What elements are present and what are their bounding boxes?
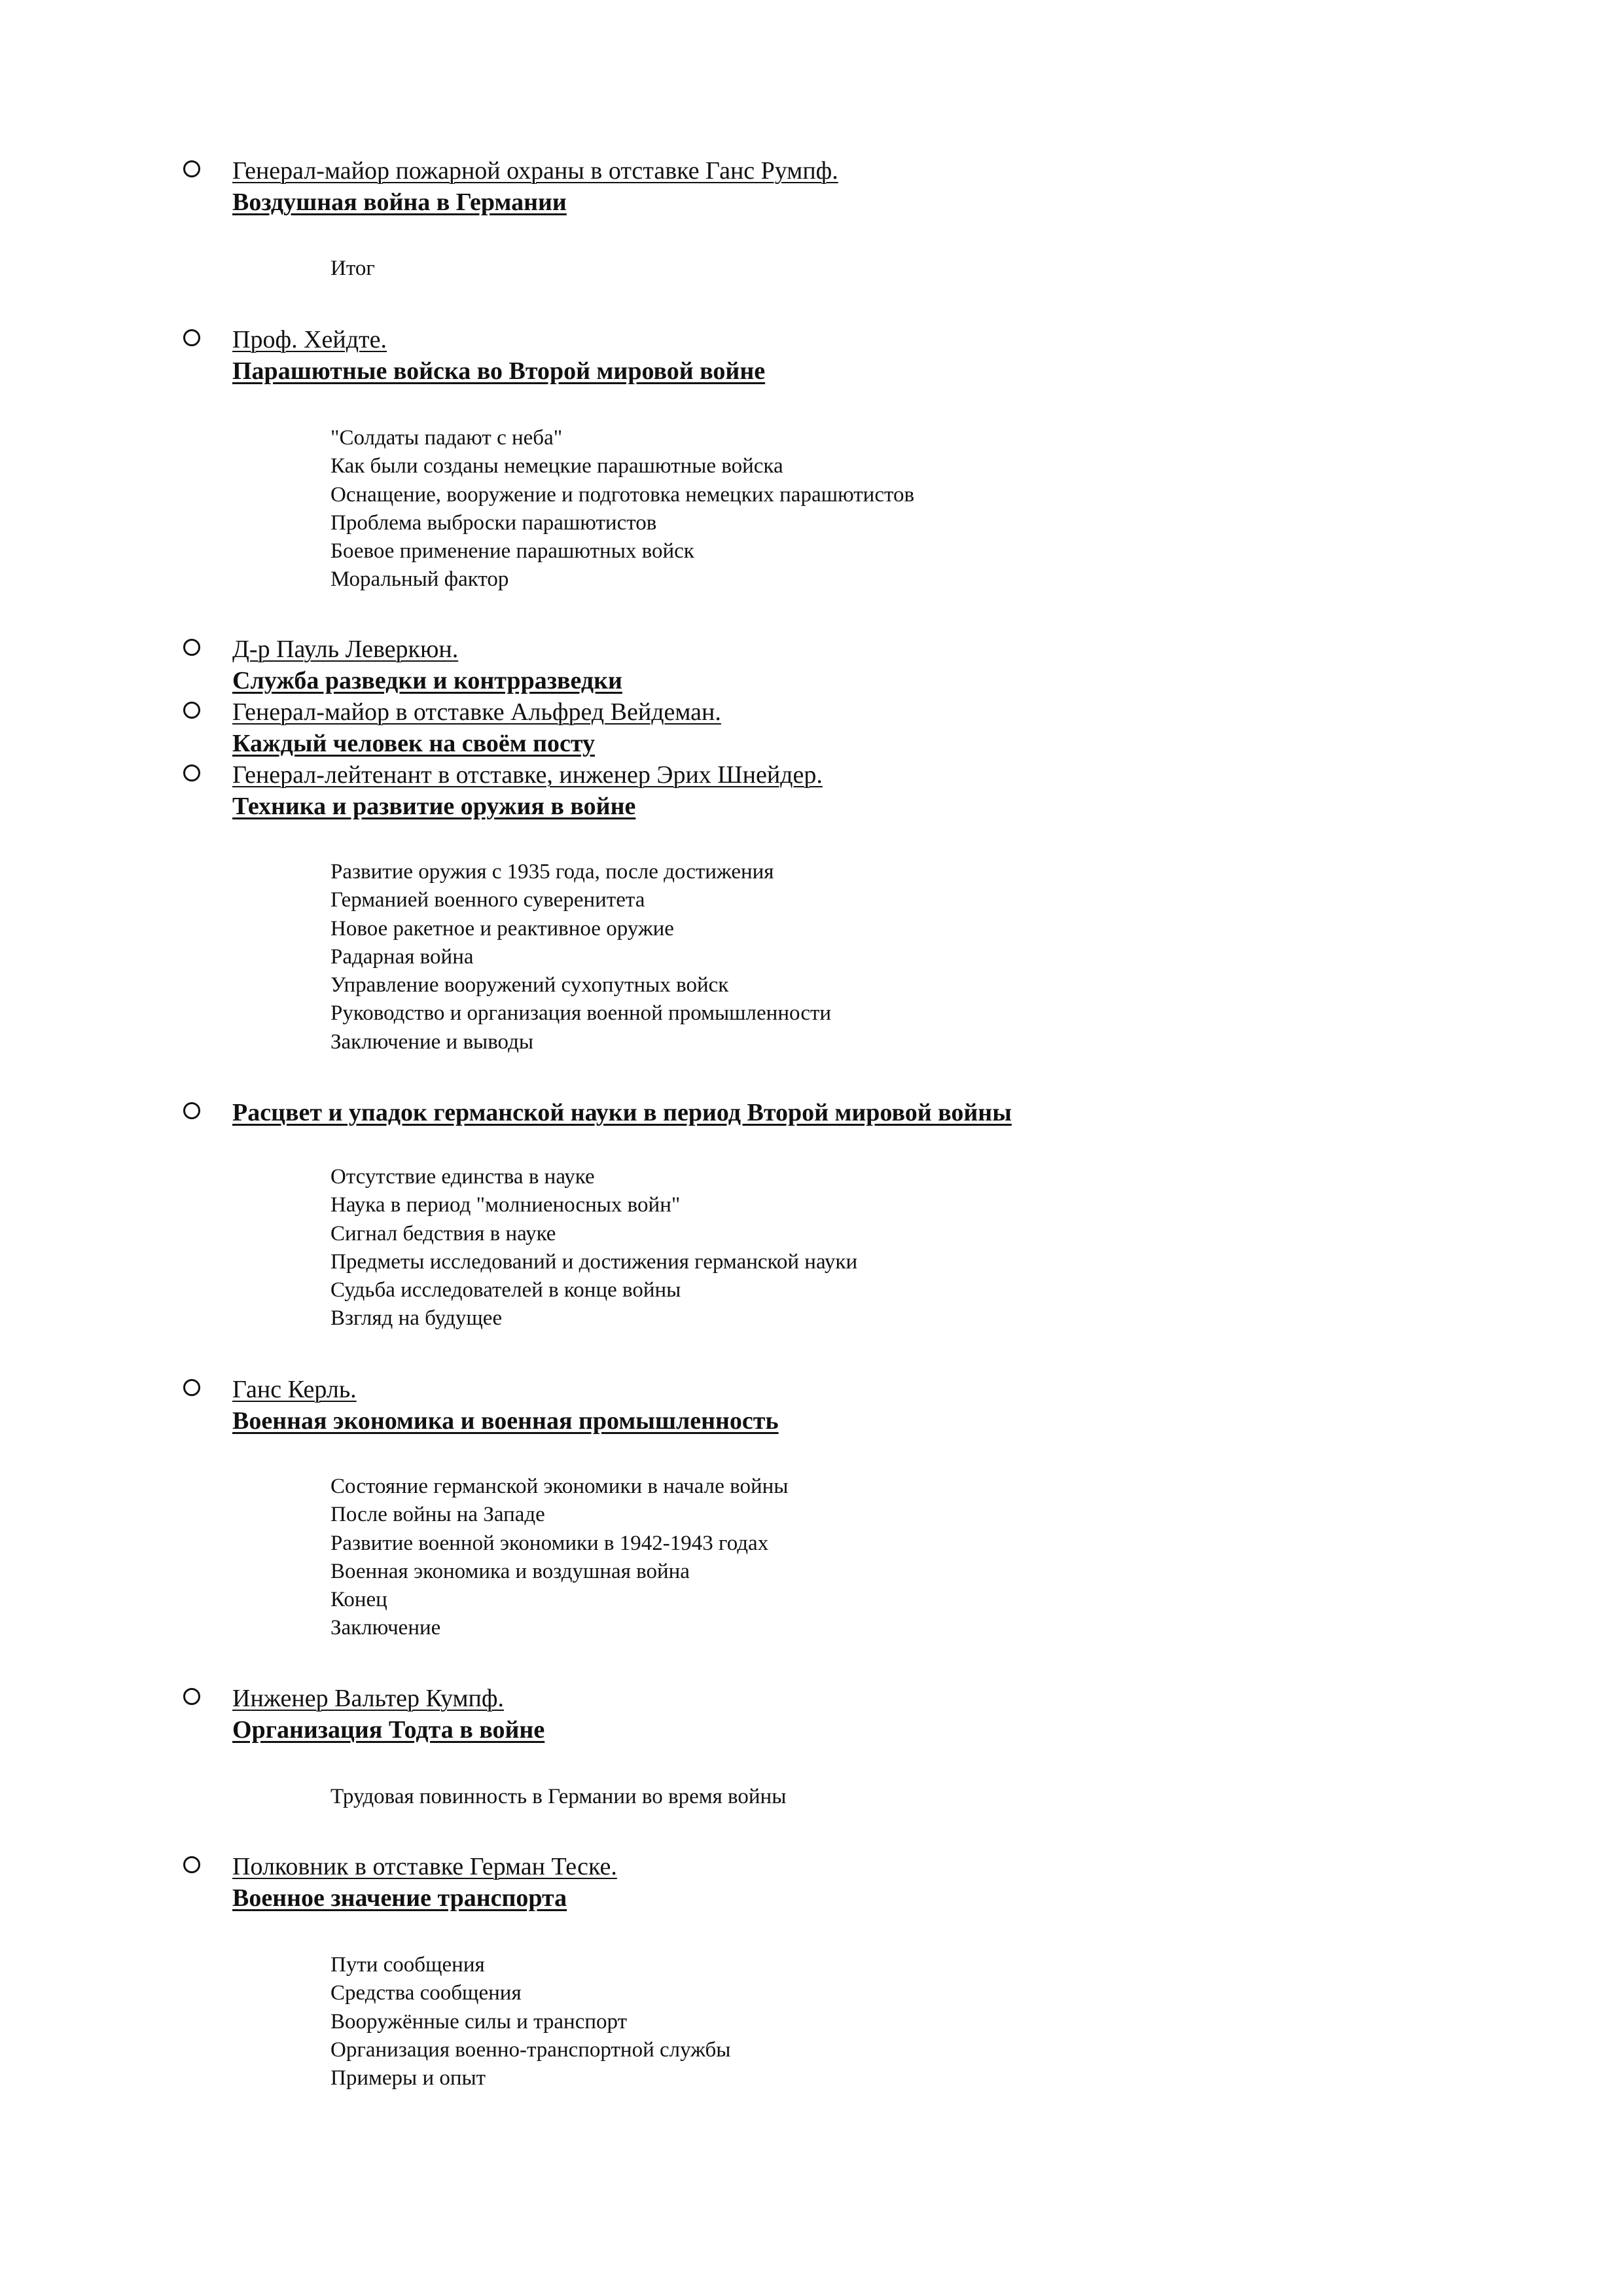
subtopic-item: Примеры и опыт xyxy=(330,2066,486,2090)
subtopic-item: После войны на Западе xyxy=(330,1503,545,1527)
subtopic-item: Оснащение, вооружение и подготовка немецких парашютистов xyxy=(330,482,915,507)
subtopic-item: Средства сообщения xyxy=(330,1981,522,2005)
subtopic-item: Германией военного суверенитета xyxy=(330,888,645,912)
subtopic-item: Радарная война xyxy=(330,944,474,969)
subtopic-item: Наука в период "молниеносных войн" xyxy=(330,1193,681,1217)
subtopic-item: Отсутствие единства в науке xyxy=(330,1165,595,1189)
circle-bullet-icon xyxy=(183,1856,200,1873)
entry-title: Организация Тодта в войне xyxy=(232,1716,545,1744)
entry-title: Парашютные войска во Второй мировой войне xyxy=(232,357,766,385)
entry-subtopics xyxy=(330,1783,786,1811)
subtopic-item: Заключение xyxy=(330,1616,441,1640)
circle-bullet-icon xyxy=(183,764,200,781)
subtopic-item: Сигнал бедствия в науке xyxy=(330,1221,556,1246)
circle-bullet-icon xyxy=(183,160,200,177)
entry-title: Военная экономика и военная промышленность xyxy=(232,1407,779,1435)
subtopic-item: Развитие военной экономики в 1942-1943 годах xyxy=(330,1531,769,1555)
circle-bullet-icon xyxy=(183,639,200,656)
subtopic-item: Моральный фактор xyxy=(330,567,509,592)
subtopic-item: Заключение и выводы xyxy=(330,1030,534,1054)
circle-bullet-icon xyxy=(183,702,200,719)
subtopic-item: Предметы исследований и достижения германской науки xyxy=(330,1249,858,1274)
entry-author: Полковник в отставке Герман Теске. xyxy=(232,1853,617,1880)
entry-author: Д-р Пауль Леверкюн. xyxy=(232,636,459,663)
entry-subtopics xyxy=(330,424,914,594)
entry-author: Инженер Вальтер Кумпф. xyxy=(232,1685,504,1712)
entry-author: Проф. Хейдте. xyxy=(232,326,387,353)
circle-bullet-icon xyxy=(183,1379,200,1396)
subtopic-item: Пути сообщения xyxy=(330,1953,485,1977)
circle-bullet-icon xyxy=(183,1688,200,1705)
subtopic-item: Вооружённые силы и транспорт xyxy=(330,2009,628,2034)
entry-author: Генерал-майор в отставке Альфред Вейдеман. xyxy=(232,698,721,726)
subtopic-item: "Солдаты падают с неба" xyxy=(330,426,563,450)
entry-author: Ганс Керль. xyxy=(232,1376,357,1403)
entry-title: Воздушная война в Германии xyxy=(232,188,567,216)
entry-author: Генерал-майор пожарной охраны в отставке Ганс Румпф. xyxy=(232,157,838,185)
entry-title: Техника и развитие оружия в войне xyxy=(232,793,636,820)
subtopic-item: Трудовая повинность в Германии во время войны xyxy=(330,1785,787,1808)
subtopic-item: Военная экономика и воздушная война xyxy=(330,1559,690,1583)
entry-subtopics xyxy=(330,1163,857,1333)
subtopic-item: Состояние германской экономики в начале войны xyxy=(330,1475,789,1498)
entry-subtopics xyxy=(330,255,375,283)
subtopic-item: Судьба исследователей в конце войны xyxy=(330,1278,681,1302)
circle-bullet-icon xyxy=(183,1102,200,1119)
subtopic-item: Руководство и организация военной промышленности xyxy=(330,1001,832,1026)
entry-subtopics xyxy=(330,858,831,1056)
subtopic-item: Организация военно-транспортной службы xyxy=(330,2037,731,2062)
subtopic-item: Конец xyxy=(330,1588,387,1612)
entry-subtopics xyxy=(330,1951,730,2092)
subtopic-item: Проблема выброски парашютистов xyxy=(330,511,657,535)
subtopic-item: Управление вооружений сухопутных войск xyxy=(330,973,729,997)
subtopic-item: Боевое применение парашютных войск xyxy=(330,539,694,564)
subtopic-item: Итог xyxy=(330,257,375,280)
entry-title: Каждый человек на своём посту xyxy=(232,730,596,757)
subtopic-item: Как были созданы немецкие парашютные войска xyxy=(330,454,783,478)
entry-author: Генерал-лейтенант в отставке, инженер Эрих Шнейдер. xyxy=(232,761,823,789)
subtopic-item: Развитие оружия с 1935 года, после достижения xyxy=(330,860,774,884)
entry-title: Расцвет и упадок германской науки в период Второй мировой войны xyxy=(232,1099,1012,1126)
subtopic-item: Новое ракетное и реактивное оружие xyxy=(330,916,674,941)
entry-title: Военное значение транспорта xyxy=(232,1884,567,1912)
entry-title: Служба разведки и контрразведки xyxy=(232,667,622,694)
entry-subtopics xyxy=(330,1473,788,1643)
subtopic-item: Взгляд на будущее xyxy=(330,1306,503,1331)
circle-bullet-icon xyxy=(183,329,200,346)
